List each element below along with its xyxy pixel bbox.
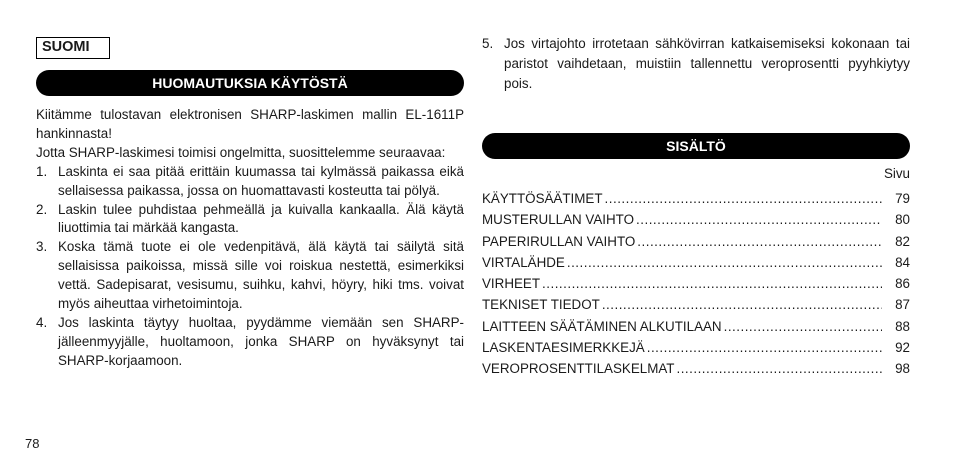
- usage-notes-list: [36, 163, 464, 371]
- toc-entry[interactable]: [482, 358, 910, 379]
- list-item-text: Jos laskinta täytyy huoltaa, pyydämme viemään sen SHARP-jälleenmyyjälle, huoltamoon, jonka SHARP on hyväksynyt tai SHARP-korjaamoon.: [58, 314, 464, 368]
- toc-title: VIRHEET: [482, 276, 541, 292]
- toc-leader: [676, 358, 882, 379]
- table-of-contents: [482, 188, 910, 380]
- list-item-text: Laskinta ei saa pitää erittäin kuumassa tai kylmässä paikassa eikä sellaisessa paikassa, jossa on huomattavasti kosteutta tai pölyä.: [58, 163, 464, 198]
- toc-title: VEROPROSENTTILASKELMAT: [482, 361, 675, 377]
- list-item-number: 1.: [36, 163, 48, 179]
- toc-page: 87: [895, 297, 910, 313]
- toc-title: LASKENTAESIMERKKEJÄ: [482, 340, 645, 356]
- usage-notes-section: [36, 106, 464, 371]
- toc-title: KÄYTTÖSÄÄTIMET: [482, 191, 603, 206]
- list-item-number: 4.: [36, 314, 48, 330]
- usage-notes-heading: HUOMAUTUKSIA KÄYTÖSTÄ: [36, 70, 464, 96]
- list-item-number: 3.: [36, 239, 48, 255]
- list-item-number: 5.: [482, 36, 494, 51]
- toc-page: 84: [895, 254, 910, 270]
- list-item: [36, 163, 464, 201]
- list-item: [36, 201, 464, 239]
- usage-notes-continued: [482, 34, 910, 93]
- list-item-number: 2.: [36, 201, 48, 217]
- toc-page: 82: [895, 233, 910, 249]
- toc-leader: [605, 188, 882, 209]
- toc-page: 79: [895, 191, 910, 206]
- toc-leader: [602, 294, 882, 315]
- list-item: [36, 314, 464, 371]
- toc-leader: [542, 273, 882, 294]
- list-item-text: Laskin tulee puhdistaa pehmeällä ja kuivalla kankaalla. Älä käytä liuottimia tai märkää kangasta.: [58, 201, 464, 236]
- toc-entry[interactable]: [482, 294, 910, 315]
- intro-paragraph-2: Jotta SHARP-laskimesi toimisi ongelmitta, suosittelemme seuraavaa:: [36, 144, 446, 160]
- toc-title: MUSTERULLAN VAIHTO: [482, 212, 635, 228]
- toc-page: 98: [895, 361, 910, 377]
- toc-leader: [647, 337, 882, 358]
- list-item-text: Jos virtajohto irrotetaan sähkövirran katkaisemiseksi kokonaan tai paristot vaihdetaan, muistiin tallennettu veroprosentti pyyhkiytyy pois.: [504, 36, 910, 91]
- toc-page: 86: [895, 276, 910, 292]
- toc-title: LAITTEEN SÄÄTÄMINEN ALKUTILAAN: [482, 318, 722, 334]
- toc-leader: [724, 316, 882, 337]
- page-number: 78: [25, 436, 40, 451]
- toc-title: PAPERIRULLAN VAIHTO: [482, 233, 636, 249]
- list-item-text: Koska tämä tuote ei ole vedenpitävä, älä käytä tai säilytä sitä sellaisissa paikoissa, missä sille voi roiskua nestettä, esimerkiksi vettä. Sadepisarat, vesisumu, suihku, kahvi, höyry, hiki tms. voivat myös aiheuttaa virhetoimintoja.: [58, 239, 464, 312]
- toc-leader: [636, 209, 882, 230]
- toc-leader: [567, 252, 882, 273]
- toc-entry[interactable]: [482, 316, 910, 337]
- toc-entry[interactable]: [482, 273, 910, 294]
- toc-entry[interactable]: [482, 231, 910, 252]
- contents-heading: SISÄLTÖ: [482, 133, 910, 159]
- toc-title: VIRTALÄHDE: [482, 254, 565, 270]
- toc-entry[interactable]: [482, 252, 910, 273]
- intro-paragraph: Kiitämme tulostavan elektronisen SHARP-laskimen mallin EL-1611P hankinnasta!: [36, 107, 464, 141]
- toc-entry[interactable]: [482, 188, 910, 209]
- language-label: SUOMI: [36, 37, 110, 59]
- toc-page: 92: [895, 340, 910, 356]
- toc-page: 80: [895, 212, 910, 228]
- toc-entry[interactable]: [482, 337, 910, 358]
- list-item: [482, 34, 910, 93]
- list-item: [36, 238, 464, 314]
- toc-page: 88: [895, 318, 910, 334]
- toc-entry[interactable]: [482, 209, 910, 230]
- toc-leader: [637, 231, 882, 252]
- toc-title: TEKNISET TIEDOT: [482, 297, 600, 313]
- page-column-label: Sivu: [883, 166, 910, 181]
